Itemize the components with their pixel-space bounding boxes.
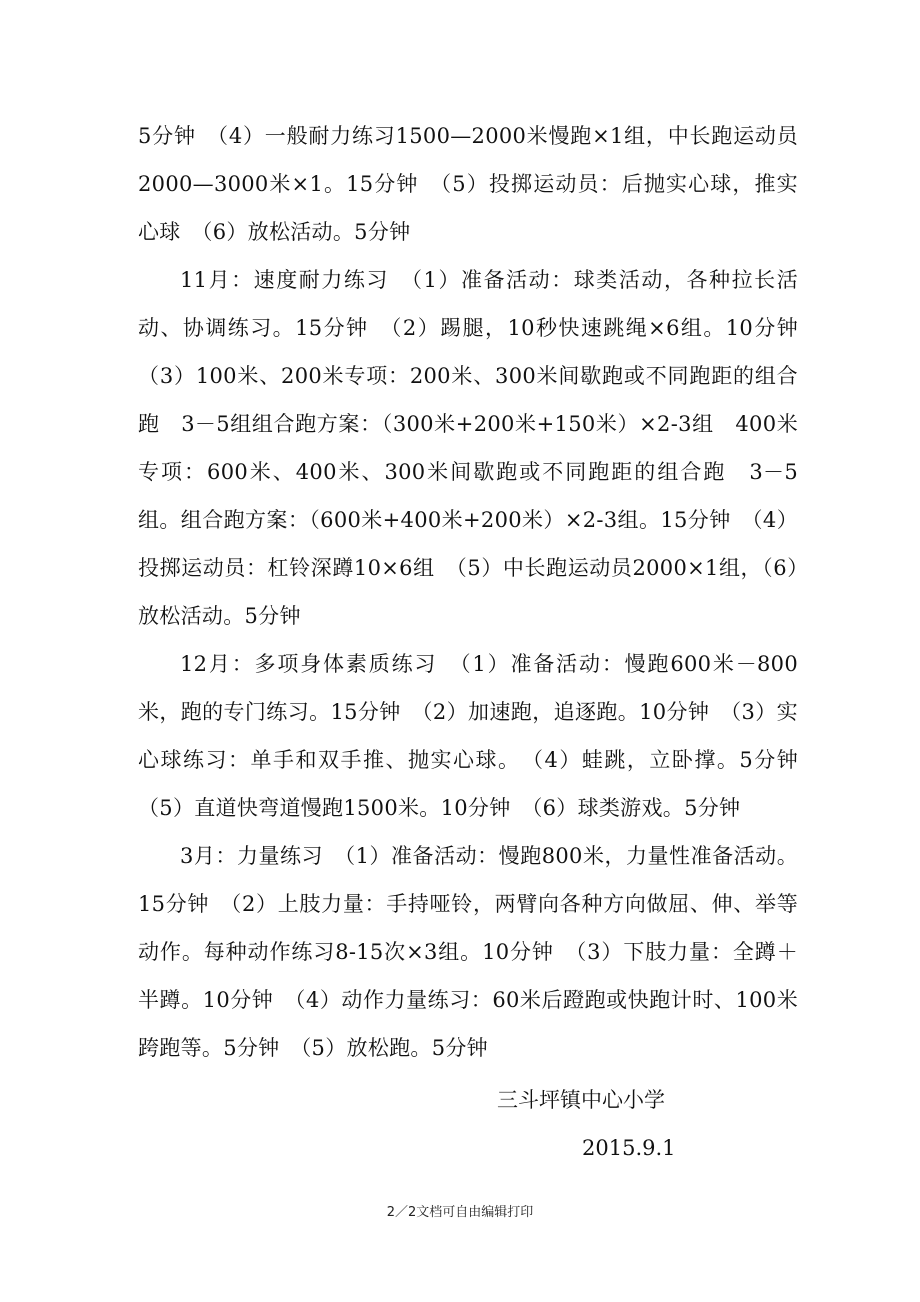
signature-date: 2015.9.1 (582, 1136, 676, 1160)
page-footer: 2／2文档可自由编辑打印 (386, 1205, 534, 1220)
document-body (138, 112, 820, 1072)
paragraph-march: 3月：力量练习 （1）准备活动：慢跑800米，力量性准备活动。15分钟 （2）上肢力量：手持哑铃，两臂向各种方向做屈、伸、举等动作。每种动作练习8-15次×3组。10分钟 （3）下肢力量：全蹲＋半蹲。10分钟 （4）动作力量练习：60米后蹬跑或快跑计时、100米跨跑等。5分钟 （5）放松跑。5分钟 (138, 844, 798, 1060)
signature-school: 三斗坪镇中心小学 (497, 1088, 665, 1112)
paragraph-november: 11月：速度耐力练习 （1）准备活动：球类活动，各种拉长活动、协调练习。15分钟 （2）踢腿，10秒快速跳绳×6组。10分钟 （3）100米、200米专项：200米、300米间歇跑或不同跑距的组合跑 3－5组组合跑方案：（300米+200米+150米）×2-3组 400米专项：600米、400米、300米间歇跑或不同跑距的组合跑 3－5组。组合跑方案：（600米+400米+200米）×2-3组。15分钟 （4）投掷运动员：杠铃深蹲10×6组 （5）中长跑运动员2000×1组，（6）放松活动。5分钟 (138, 268, 820, 628)
paragraph-continuation: 5分钟 （4）一般耐力练习1500—2000米慢跑×1组，中长跑运动员2000—3000米×1。15分钟 （5）投掷运动员：后抛实心球，推实心球 （6）放松活动。5分钟 (138, 124, 798, 244)
paragraph-december: 12月：多项身体素质练习 （1）准备活动：慢跑600米－800米，跑的专门练习。15分钟 （2）加速跑，追逐跑。10分钟 （3）实心球练习：单手和双手推、抛实心球。 （4）蛙跳，立卧撑。5分钟 （5）直道快弯道慢跑1500米。10分钟 （6）球类游戏。5分钟 (138, 652, 820, 820)
